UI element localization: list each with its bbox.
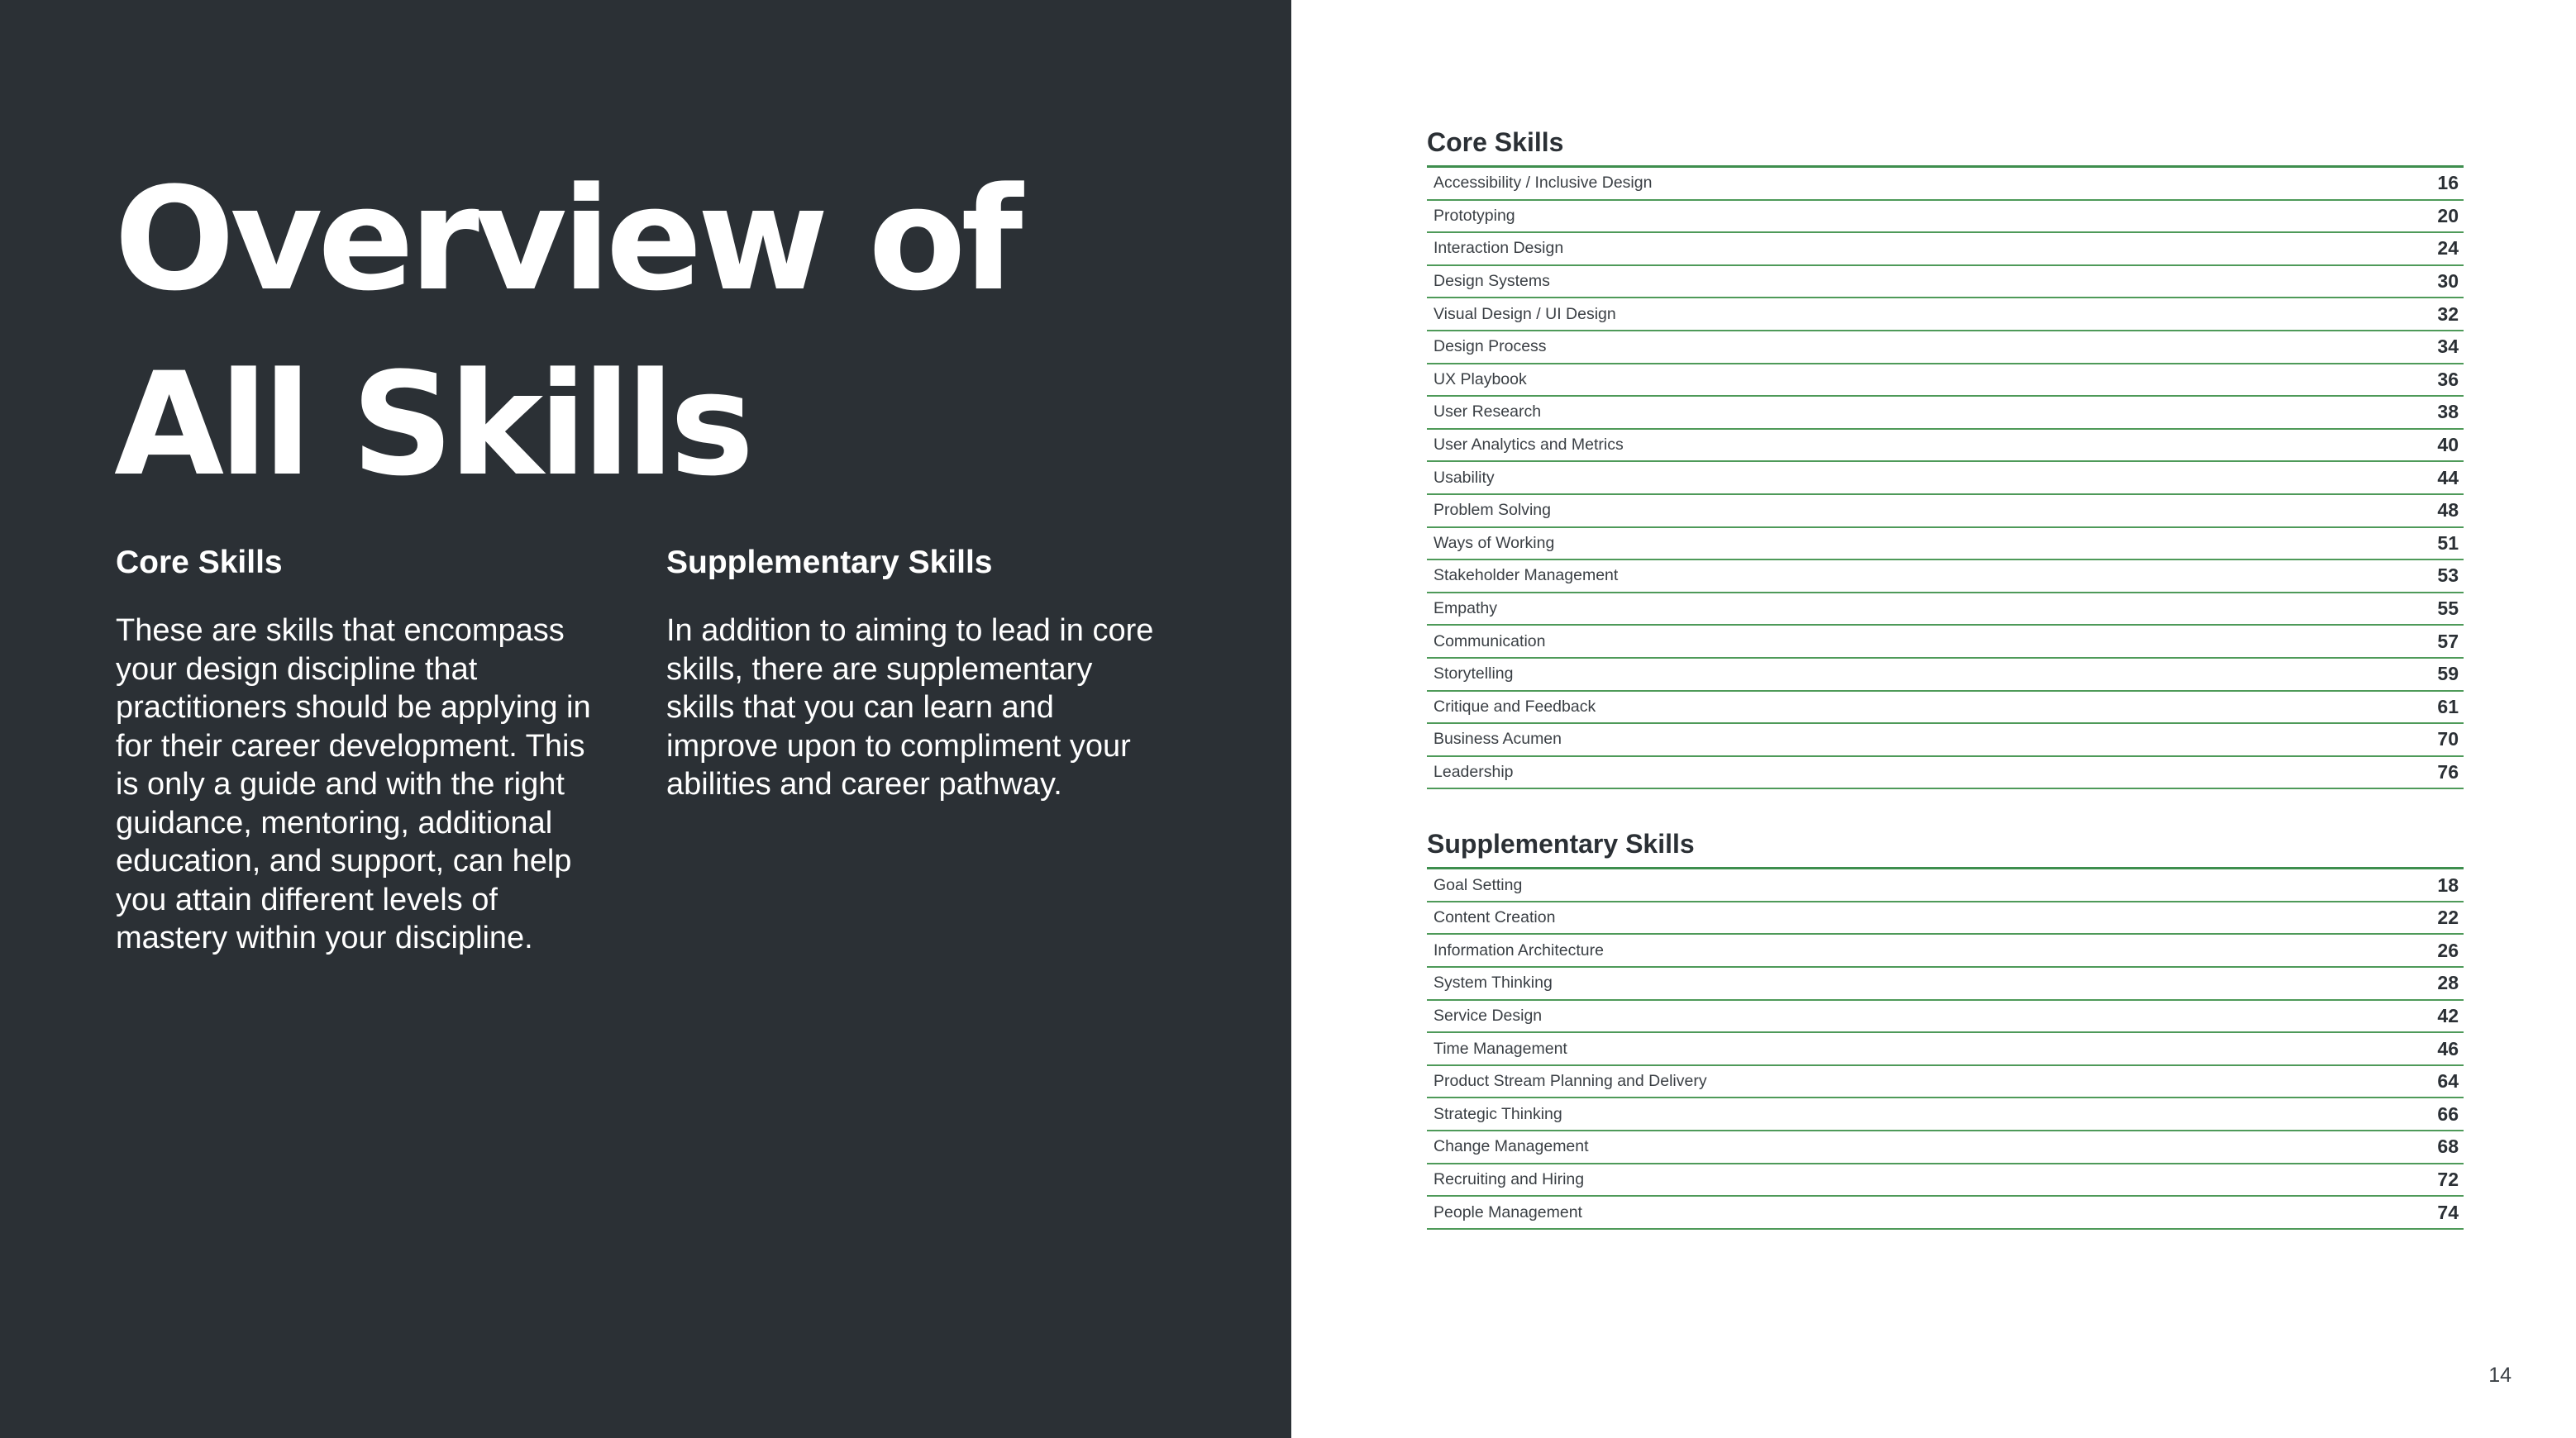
skill-page-number: 22 <box>2437 907 2459 929</box>
skill-name: System Thinking <box>1433 974 1553 993</box>
core-skills-intro-body: These are skills that encompass your design discipline that practitioners should be applying in for their career development. This is only a guide and with the right guidance, mentoring, additional education, and support, can help you attain different levels of mastery within your discipline. <box>116 613 591 955</box>
skill-page-number: 24 <box>2437 237 2459 260</box>
skill-row[interactable] <box>1427 968 2464 1001</box>
skill-name: Accessibility / Inclusive Design <box>1433 174 1653 193</box>
skill-page-number: 61 <box>2437 695 2459 717</box>
skill-page-number: 66 <box>2437 1102 2459 1125</box>
core-skills-index <box>1427 122 2464 789</box>
skill-name: Ways of Working <box>1433 533 1555 552</box>
skill-page-number: 38 <box>2437 401 2459 423</box>
skill-row[interactable] <box>1427 201 2464 234</box>
skill-page-number: 48 <box>2437 499 2459 521</box>
supplementary-skills-list <box>1427 869 2464 1230</box>
skill-name: Interaction Design <box>1433 239 1564 258</box>
skill-row[interactable] <box>1427 430 2464 463</box>
skill-name: Visual Design / UI Design <box>1433 304 1616 323</box>
skill-page-number: 74 <box>2437 1201 2459 1223</box>
skill-name: Design Process <box>1433 337 1547 356</box>
skill-name: Storytelling <box>1433 664 1514 683</box>
skill-row[interactable] <box>1427 935 2464 968</box>
skill-row[interactable] <box>1427 462 2464 495</box>
skills-index <box>1427 122 2464 1230</box>
page-title-line-1: Overview of <box>114 156 1018 322</box>
skill-name: Stakeholder Management <box>1433 566 1619 585</box>
skill-name: Change Management <box>1433 1137 1589 1156</box>
skill-page-number: 26 <box>2437 939 2459 961</box>
skill-row[interactable] <box>1427 869 2464 902</box>
skill-name: Goal Setting <box>1433 875 1523 894</box>
skill-row[interactable] <box>1427 266 2464 299</box>
skill-name: Empathy <box>1433 599 1497 618</box>
core-skills-intro-heading: Core Skills <box>116 545 283 580</box>
skill-row[interactable] <box>1427 724 2464 757</box>
supplementary-skills-intro-heading: Supplementary Skills <box>666 545 993 580</box>
skill-page-number: 18 <box>2437 874 2459 896</box>
skill-page-number: 46 <box>2437 1037 2459 1059</box>
skill-row[interactable] <box>1427 233 2464 266</box>
skill-row[interactable] <box>1427 364 2464 398</box>
skill-row[interactable] <box>1427 692 2464 725</box>
skill-page-number: 36 <box>2437 368 2459 390</box>
skill-page-number: 20 <box>2437 204 2459 226</box>
skill-row[interactable] <box>1427 560 2464 593</box>
skill-row[interactable] <box>1427 593 2464 626</box>
skill-name: Usability <box>1433 468 1495 487</box>
skill-page-number: 76 <box>2437 760 2459 783</box>
skill-page-number: 40 <box>2437 434 2459 456</box>
skill-row[interactable] <box>1427 298 2464 331</box>
skill-row[interactable] <box>1427 659 2464 692</box>
skill-page-number: 32 <box>2437 302 2459 325</box>
skill-row[interactable] <box>1427 495 2464 528</box>
supplementary-skills-intro <box>666 542 1162 804</box>
skill-row[interactable] <box>1427 1131 2464 1164</box>
skill-page-number: 64 <box>2437 1070 2459 1093</box>
skill-row[interactable] <box>1427 1164 2464 1198</box>
skill-name: Business Acumen <box>1433 730 1562 749</box>
skill-page-number: 70 <box>2437 728 2459 750</box>
skill-row[interactable] <box>1427 757 2464 790</box>
skill-name: Content Creation <box>1433 908 1556 927</box>
core-skills-index-heading: Core Skills <box>1427 122 2464 168</box>
skill-row[interactable] <box>1427 1066 2464 1099</box>
skill-row[interactable] <box>1427 1001 2464 1034</box>
skill-name: Leadership <box>1433 762 1514 781</box>
skill-page-number: 68 <box>2437 1136 2459 1158</box>
skill-page-number: 28 <box>2437 972 2459 994</box>
skill-name: User Analytics and Metrics <box>1433 436 1624 455</box>
skill-name: Critique and Feedback <box>1433 697 1596 716</box>
page-number: 14 <box>2488 1364 2512 1387</box>
skill-page-number: 72 <box>2437 1168 2459 1190</box>
skill-name: User Research <box>1433 402 1542 421</box>
skill-name: Time Management <box>1433 1039 1567 1058</box>
skill-page-number: 53 <box>2437 564 2459 587</box>
skill-page-number: 30 <box>2437 270 2459 293</box>
skill-row[interactable] <box>1427 902 2464 936</box>
core-skills-intro <box>116 542 595 958</box>
skill-name: Design Systems <box>1433 272 1550 291</box>
supplementary-skills-index-heading: Supplementary Skills <box>1427 824 2464 869</box>
skill-page-number: 16 <box>2437 172 2459 194</box>
skill-row[interactable] <box>1427 331 2464 364</box>
skill-page-number: 42 <box>2437 1004 2459 1026</box>
page-title <box>114 147 1018 517</box>
skill-name: People Management <box>1433 1202 1582 1221</box>
skill-row[interactable] <box>1427 397 2464 430</box>
skill-name: Service Design <box>1433 1006 1543 1025</box>
skill-name: Strategic Thinking <box>1433 1104 1562 1123</box>
skill-name: Problem Solving <box>1433 501 1551 520</box>
core-skills-list <box>1427 168 2464 789</box>
skill-row[interactable] <box>1427 528 2464 561</box>
skill-page-number: 51 <box>2437 531 2459 554</box>
skill-name: Product Stream Planning and Delivery <box>1433 1072 1707 1091</box>
skill-page-number: 57 <box>2437 630 2459 652</box>
skill-row[interactable] <box>1427 626 2464 659</box>
supplementary-skills-intro-body: In addition to aiming to lead in core skills, there are supplementary skills that you can learn and improve upon to compliment your abilities and career pathway. <box>666 613 1154 802</box>
skill-row[interactable] <box>1427 1197 2464 1230</box>
skill-row[interactable] <box>1427 168 2464 201</box>
skill-row[interactable] <box>1427 1033 2464 1066</box>
skill-page-number: 34 <box>2437 336 2459 358</box>
supplementary-skills-index <box>1427 824 2464 1230</box>
skill-name: Prototyping <box>1433 206 1515 225</box>
skill-name: UX Playbook <box>1433 369 1527 388</box>
skill-page-number: 55 <box>2437 598 2459 620</box>
skill-name: Communication <box>1433 631 1546 650</box>
skill-page-number: 44 <box>2437 466 2459 488</box>
skill-page-number: 59 <box>2437 663 2459 685</box>
skill-name: Recruiting and Hiring <box>1433 1169 1585 1188</box>
skill-row[interactable] <box>1427 1098 2464 1131</box>
page-title-line-2: All Skills <box>114 341 750 507</box>
skill-name: Information Architecture <box>1433 940 1604 959</box>
